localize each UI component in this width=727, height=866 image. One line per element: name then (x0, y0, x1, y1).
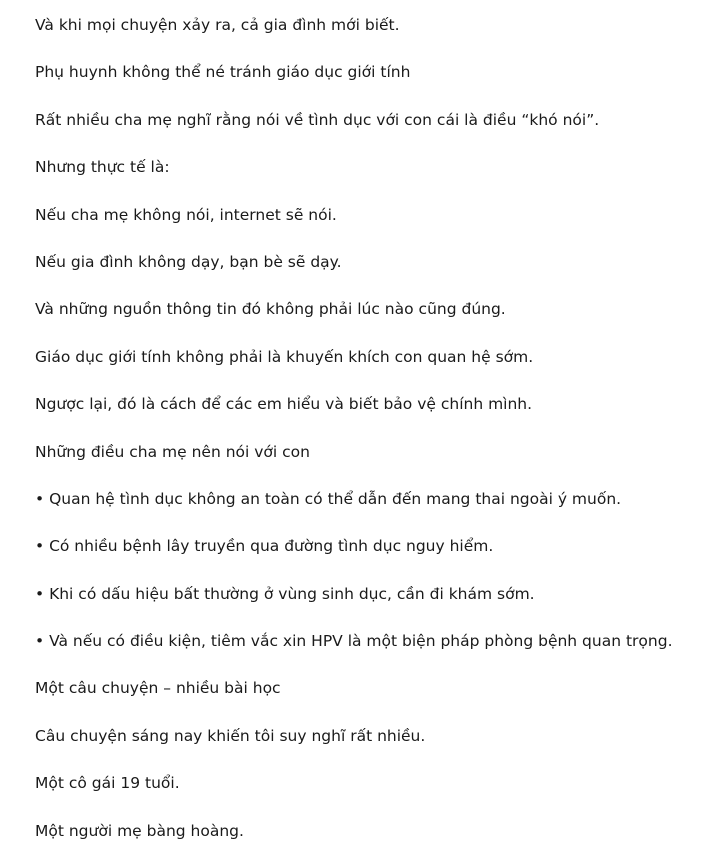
paragraph: Nếu cha mẹ không nói, internet sẽ nói. (35, 205, 337, 224)
paragraph: Câu chuyện sáng nay khiến tôi suy nghĩ rất nhiều. (35, 726, 426, 745)
bullet-item: • Và nếu có điều kiện, tiêm vắc xin HPV là một biện pháp phòng bệnh quan trọng. (35, 632, 673, 651)
paragraph: Ngược lại, đó là cách để các em hiểu và biết bảo vệ chính mình. (35, 395, 533, 414)
bullet-item: • Có nhiều bệnh lây truyền qua đường tình dục nguy hiểm. (35, 537, 494, 556)
paragraph: Rất nhiều cha mẹ nghĩ rằng nói về tình dục với con cái là điều “khó nói”. (35, 110, 600, 129)
section-heading: Những điều cha mẹ nên nói với con (35, 442, 310, 461)
paragraph: Nếu gia đình không dạy, bạn bè sẽ dạy. (35, 252, 342, 271)
paragraph: Một người mẹ bàng hoàng. (35, 821, 244, 840)
article-body (35, 13, 715, 866)
paragraph: Nhưng thực tế là: (35, 158, 170, 177)
section-heading: Phụ huynh không thể né tránh giáo dục giới tính (35, 63, 411, 82)
section-heading: Một câu chuyện – nhiều bài học (35, 679, 281, 698)
paragraph: Và khi mọi chuyện xảy ra, cả gia đình mới biết. (35, 16, 400, 34)
paragraph: Một cô gái 19 tuổi. (35, 774, 180, 793)
paragraph: Và những nguồn thông tin đó không phải lúc nào cũng đúng. (35, 300, 506, 319)
bullet-item: • Quan hệ tình dục không an toàn có thể dẫn đến mang thai ngoài ý muốn. (35, 489, 622, 508)
bullet-item: • Khi có dấu hiệu bất thường ở vùng sinh dục, cần đi khám sớm. (35, 584, 535, 603)
paragraph: Giáo dục giới tính không phải là khuyến khích con quan hệ sớm. (35, 347, 534, 366)
